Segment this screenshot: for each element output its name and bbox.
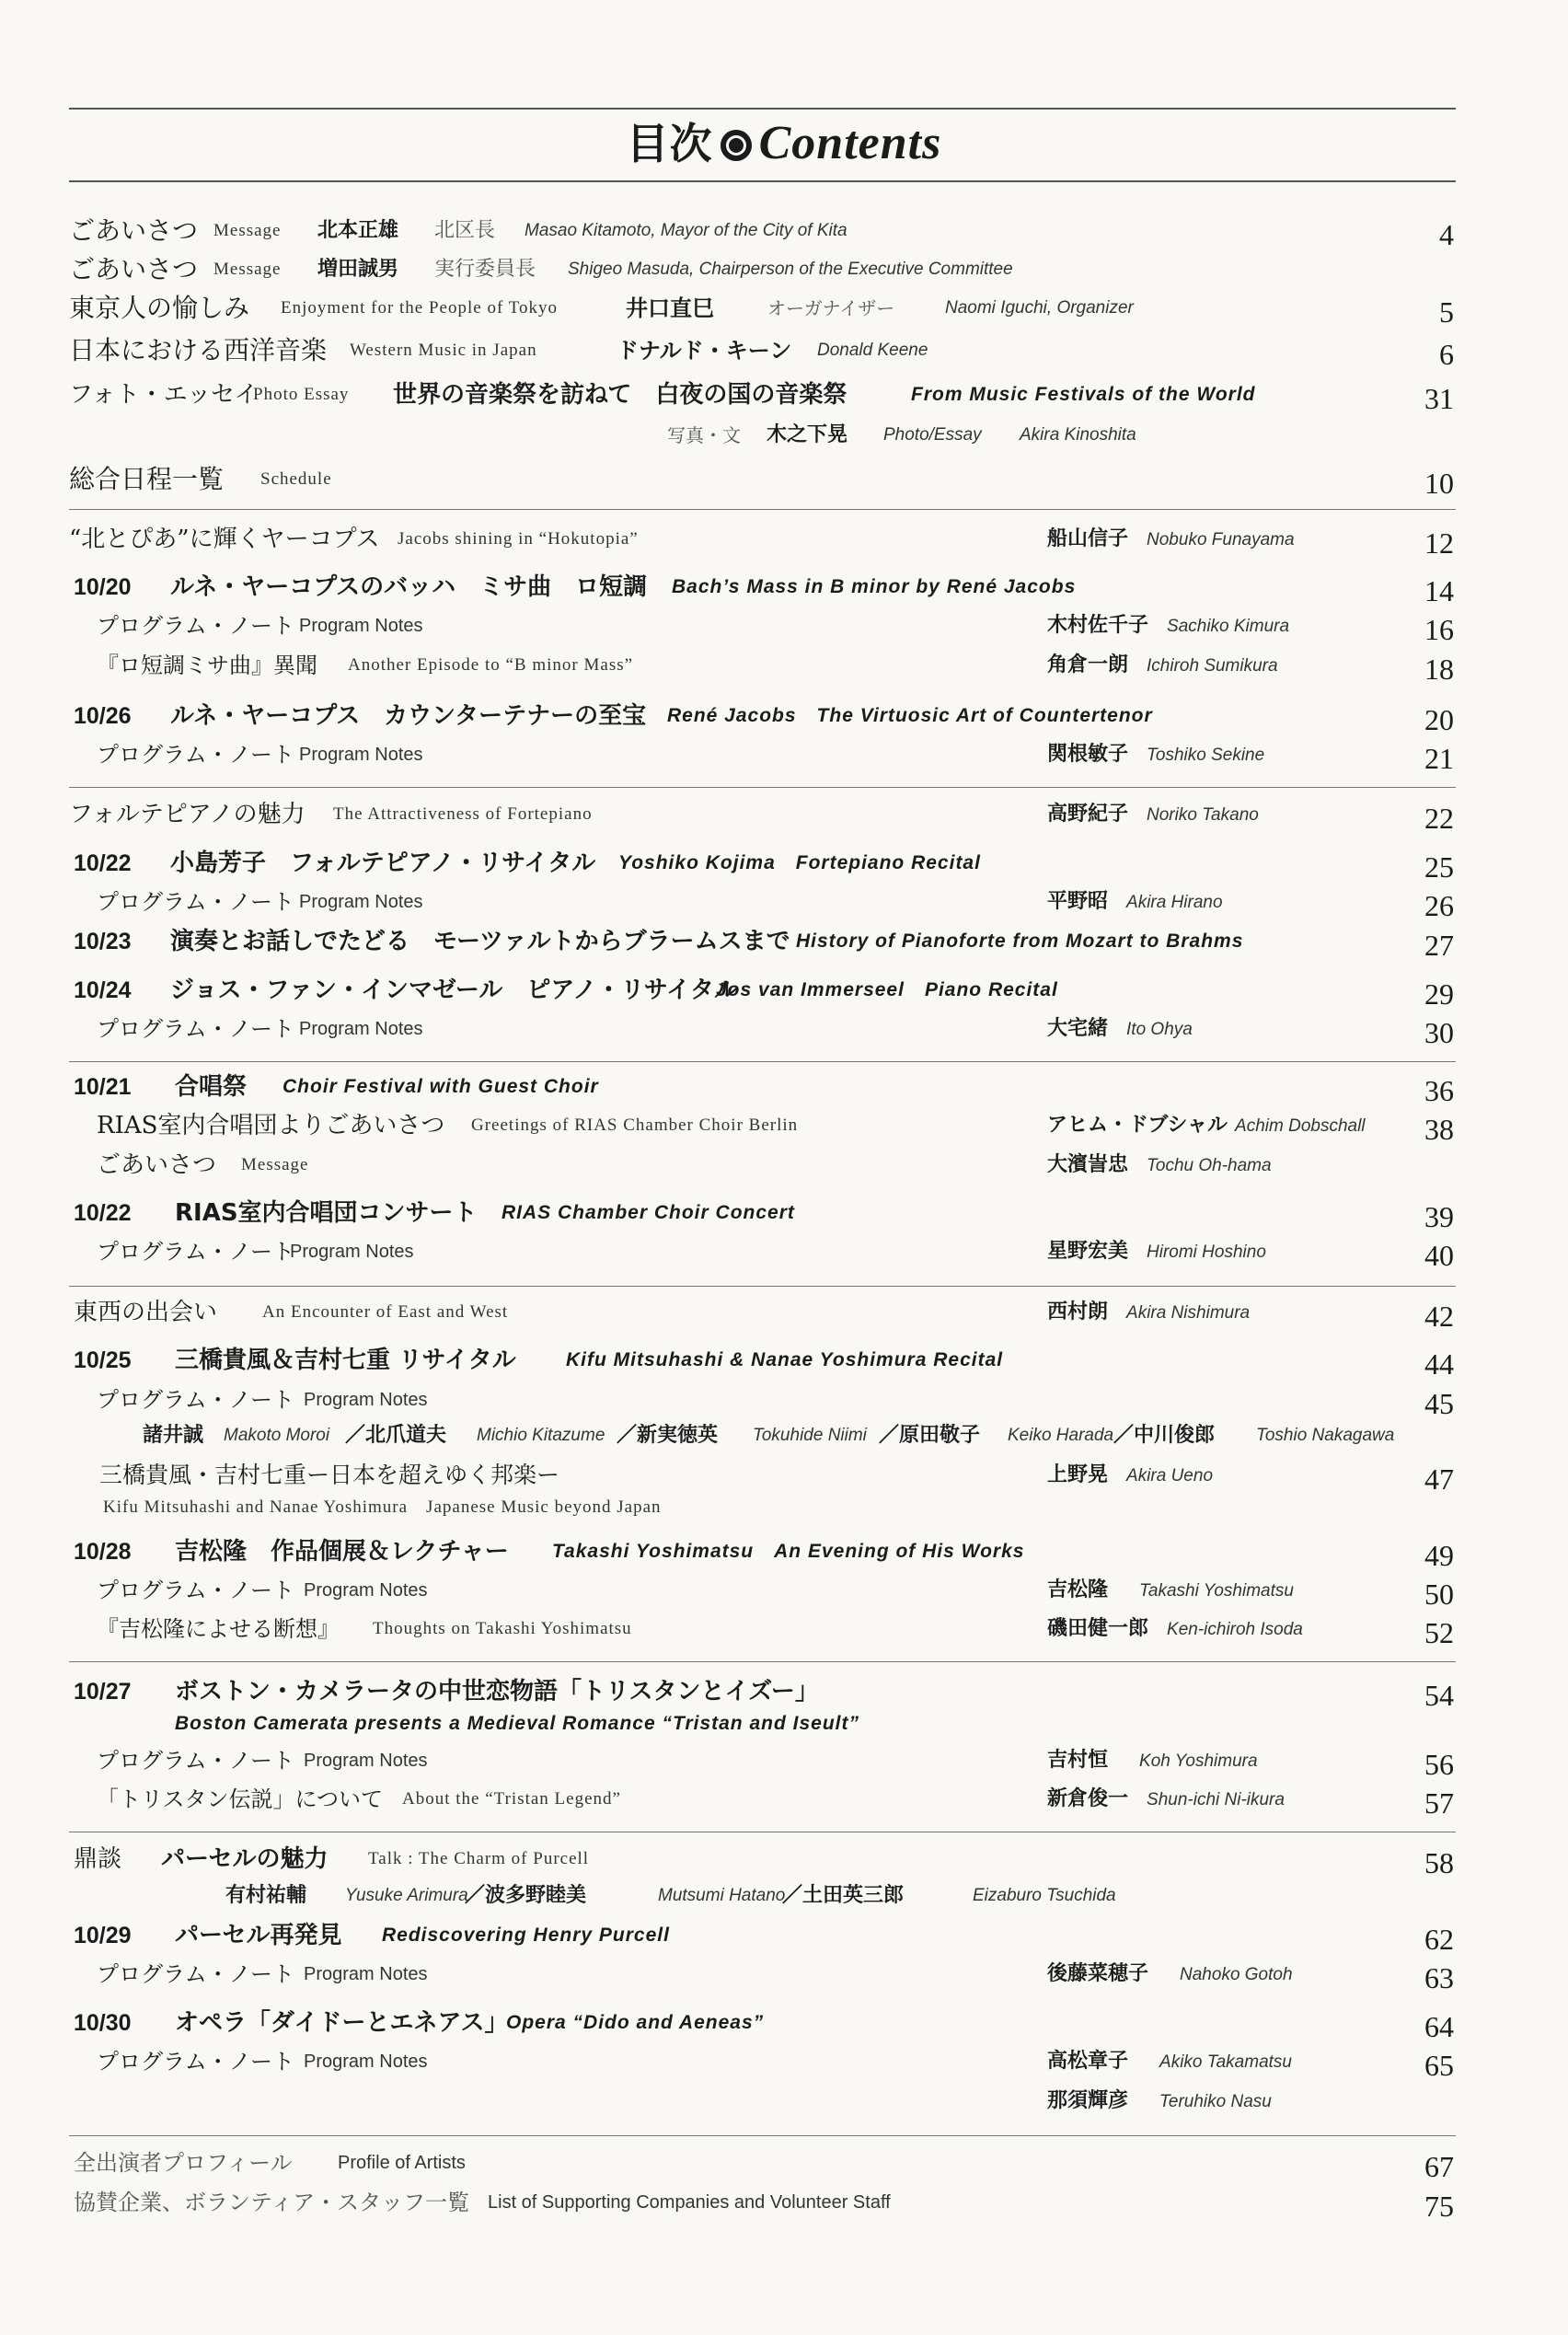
entry-text: 東西の出会い [74,1299,218,1326]
entry-author [1047,1110,1366,1142]
entry-text: 「トリスタン伝説」について [97,1786,384,1812]
toc-entry[interactable] [0,1536,1568,1573]
toc-entry[interactable] [0,1384,1568,1421]
toc-entry[interactable] [0,650,1568,687]
author-name: Koh Yoshimura [1139,1751,1258,1771]
entry-text: プログラム・ノート [97,1748,295,1774]
page-number: 4 [1439,218,1454,251]
entry-text: 10/25 [74,1347,132,1373]
author-name: 後藤菜穂子 [1047,1962,1149,1985]
page-number: 64 [1424,2010,1454,2043]
toc-entry[interactable] [0,1236,1568,1273]
entry-text: パーセルの魅力 [161,1845,329,1873]
author-name: Hiromi Hoshino [1147,1243,1266,1262]
entry-author [1047,524,1295,556]
entry-author [1047,1460,1213,1492]
entry-text: Opera “Dido and Aeneas” [506,2012,765,2033]
entry-text: ルネ・ヤーコプスのバッハ ミサ曲 ロ短調 [170,573,648,601]
toc-entry[interactable] [0,1071,1568,1108]
entry-text: Program Notes [299,745,423,765]
entry-text: History of Pianoforte from Mozart to Brahms [796,931,1244,952]
entry-text: ／中川俊郎 [1113,1424,1216,1447]
toc-entry[interactable] [0,1420,1568,1457]
toc-entry[interactable] [0,1880,1568,1917]
author-name: 吉村恒 [1047,1749,1109,1772]
author-name: Toshiko Sekine [1147,746,1265,765]
entry-text: プログラム・ノート [97,2049,295,2075]
toc-entry[interactable] [0,1676,1568,1713]
entry-text: 有村祐輔 [225,1884,307,1907]
author-name: 関根敏子 [1047,743,1129,766]
entry-text: 小島芳子 フォルテピアノ・リサイタル [170,850,596,877]
page-number: 62 [1424,1923,1454,1956]
entry-text: From Music Festivals of the World [911,384,1256,405]
entry-text: 写真・文 [667,424,741,446]
entry-author [1047,886,1223,919]
entry-text: 実行委員長 [434,258,536,281]
entry-text: プログラム・ノート [97,1387,295,1413]
entry-text: 10/24 [74,977,132,1003]
entry-text: About the “Tristan Legend” [402,1789,621,1809]
entry-text: Yusuke Arimura [345,1886,468,1905]
entry-text: 10/29 [74,1923,132,1948]
entry-text: Takashi Yoshimatsu An Evening of His Works [552,1541,1025,1562]
author-name: Akira Ueno [1126,1466,1214,1485]
entry-text: Masao Kitamoto, Mayor of the City of Kita [525,221,847,240]
toc-entry[interactable] [0,254,1568,291]
entry-text: Profile of Artists [338,2153,466,2173]
author-name: 船山信子 [1047,527,1129,550]
top-rule [69,108,1456,110]
entry-text: ボストン・カメラータの中世恋物語「トリスタンとイズー」 [175,1678,819,1705]
entry-text: プログラム・ノート [97,1578,295,1603]
page-number: 65 [1424,2049,1454,2082]
entry-text: フォルテピアノの魅力 [69,801,306,828]
entry-text: Thoughts on Takashi Yoshimatsu [373,1619,632,1638]
author-name: 大濱訔忠 [1047,1153,1129,1176]
author-name: 磯田健一郎 [1047,1617,1149,1640]
page-number: 20 [1424,703,1454,736]
entry-author [1047,1745,1258,1777]
toc-entry[interactable] [0,610,1568,647]
bullet-icon [721,130,752,161]
page-number: 58 [1424,1846,1454,1879]
entry-author [1047,2046,1292,2078]
section-rule [69,1286,1456,1287]
toc-entry[interactable] [0,1920,1568,1957]
entry-author [1047,650,1278,682]
toc-entry[interactable] [0,2187,1568,2224]
entry-text: Program Notes [304,1390,428,1410]
entry-text: The Attractiveness of Fortepiano [333,804,593,824]
page-number: 42 [1424,1300,1454,1333]
section-rule [69,509,1456,510]
toc-entry[interactable] [0,293,1568,329]
author-name: Tochu Oh-hama [1147,1156,1272,1175]
entry-text: 演奏とお話しでたどる モーツァルトからブラームスまで [170,928,790,955]
entry-text: Program Notes [304,1964,428,1984]
author-name: Sachiko Kimura [1167,617,1290,636]
toc-entry[interactable] [0,524,1568,561]
entry-text: 三橋貴風＆吉村七重 リサイタル [175,1347,516,1374]
entry-text: オーガナイザー [767,297,895,319]
entry-text: RIAS室内合唱団よりごあいさつ [97,1112,445,1139]
entry-text: 全出演者プロフィール [74,2150,293,2176]
author-name: 木村佐千子 [1047,614,1149,637]
entry-text: オペラ「ダイドーとエネアス」 [175,2009,509,2037]
toc-entry[interactable] [0,1297,1568,1334]
entry-text: Choir Festival with Guest Choir [282,1076,599,1097]
entry-text: 吉松隆 作品個展＆レクチャー [175,1538,509,1566]
page-number: 40 [1424,1239,1454,1272]
entry-text: RIAS室内合唱団コンサート [175,1199,478,1227]
entry-text: List of Supporting Companies and Volunteer Staff [488,2192,891,2213]
entry-text: 鼎談 [74,1845,122,1873]
entry-text: プログラム・ノート [97,1239,295,1265]
entry-text: 10/23 [74,929,132,954]
entry-text: 三橋貴風・吉村七重ー日本を超えゆく邦楽ー [99,1462,560,1488]
entry-text: ドナルド・キーン [617,338,792,364]
entry-text: 総合日程一覧 [69,464,225,494]
entry-text: ／原田敬子 [879,1424,981,1447]
page-number: 29 [1424,977,1454,1011]
entry-text: 世界の音楽祭を訪ねて 白夜の国の音楽祭 [393,381,847,409]
toc-entry[interactable] [0,1460,1568,1497]
entry-text: Program Notes [290,1242,414,1262]
entry-text: 『吉松隆によせる断想』 [97,1616,340,1642]
author-name: Achim Dobschall [1235,1116,1366,1136]
toc-entry[interactable] [0,2086,1568,2122]
author-name: 吉松隆 [1047,1578,1109,1601]
entry-text: Keiko Harada [1008,1426,1114,1445]
page-number: 31 [1424,382,1454,415]
entry-text: Message [213,221,282,240]
toc-entry[interactable] [0,1959,1568,1995]
section-rule [69,1661,1456,1662]
entry-text: プログラム・ノート [97,1016,295,1042]
entry-text: ／新実徳英 [617,1424,719,1447]
author-name: Ken-ichiroh Isoda [1167,1620,1303,1639]
entry-text: ルネ・ヤーコプス カウンターテナーの至宝 [170,702,647,730]
toc-entry[interactable] [0,1150,1568,1186]
entry-text: ／土田英三郎 [782,1884,905,1907]
entry-author [1047,1959,1293,1991]
entry-text: ごあいさつ [69,215,199,246]
entry-text: Yoshiko Kojima Fortepiano Recital [618,852,981,873]
entry-author [1047,1784,1285,1816]
toc-entry[interactable] [0,1844,1568,1880]
toc-entry[interactable] [0,799,1568,836]
entry-text: Message [241,1155,309,1174]
toc-entry[interactable] [0,1784,1568,1821]
entry-text: ごあいさつ [97,1151,217,1179]
page-number: 67 [1424,2150,1454,2183]
entry-text: 諸井誠 [143,1424,204,1447]
entry-text: 東京人の愉しみ [69,293,250,323]
page-number: 50 [1424,1578,1454,1611]
entry-text: Program Notes [299,616,423,636]
entry-text: Eizaburo Tsuchida [973,1886,1116,1905]
entry-text: Message [213,260,282,279]
toc-entry[interactable] [0,379,1568,416]
toc-entry[interactable] [0,572,1568,608]
entry-text: 北本正雄 [317,219,399,242]
entry-text: Shigeo Masuda, Chairperson of the Executive Committee [568,260,1013,279]
toc-entry[interactable] [0,886,1568,923]
entry-text: Kifu Mitsuhashi and Nanae Yoshimura Japanese Music beyond Japan [103,1497,662,1517]
author-name: Shun-ichi Ni-ikura [1147,1790,1285,1809]
entry-text: プログラム・ノート [97,742,295,768]
entry-text: フォト・エッセイ [69,381,259,409]
page-number: 10 [1424,467,1454,500]
entry-text: 10/20 [74,574,132,600]
entry-text: プログラム・ノート [97,1961,295,1987]
author-name: Nobuko Funayama [1147,530,1295,549]
page-number: 63 [1424,1961,1454,1994]
author-name: 西村朗 [1047,1300,1109,1324]
entry-text: Photo/Essay [883,425,982,445]
page-number: 49 [1424,1539,1454,1572]
page-number: 18 [1424,653,1454,686]
toc-entry[interactable] [0,2046,1568,2083]
entry-text: René Jacobs The Virtuosic Art of Countertenor [667,705,1153,726]
author-name: Teruhiko Nasu [1159,2092,1272,2111]
entry-text: Enjoyment for the People of Tokyo [281,298,558,318]
entry-text: Toshio Nakagawa [1256,1426,1395,1445]
entry-text: 井口直巳 [626,295,714,321]
toc-entry[interactable] [0,1013,1568,1050]
entry-text: Kifu Mitsuhashi & Nanae Yoshimura Recital [566,1349,1004,1370]
toc-entry[interactable] [0,2147,1568,2184]
entry-text: Program Notes [304,2052,428,2072]
page-number: 75 [1424,2190,1454,2223]
author-name: 平野昭 [1047,890,1109,913]
entry-text: “北とぴあ”に輝くヤーコプス [69,526,380,553]
entry-text: Akira Kinoshita [1020,425,1136,445]
entry-text: Makoto Moroi [224,1426,330,1445]
entry-text: 『ロ短調ミサ曲』異聞 [97,653,317,678]
page-number: 39 [1424,1200,1454,1233]
author-name: Nahoko Gotoh [1180,1965,1293,1984]
entry-text: ごあいさつ [69,254,199,284]
entry-text: 10/22 [74,1200,132,1226]
toc-entry[interactable] [0,700,1568,737]
author-name: Ichiroh Sumikura [1147,656,1278,676]
entry-text: RIAS Chamber Choir Concert [502,1202,795,1223]
toc-entry[interactable] [0,2007,1568,2044]
section-rule [69,2135,1456,2136]
entry-author [1047,739,1264,771]
entry-text: 木之下晃 [767,423,848,446]
page-number: 21 [1424,742,1454,775]
author-name: アヒム・ドブシャル [1047,1114,1228,1137]
page-number: 54 [1424,1679,1454,1712]
page-number: 30 [1424,1016,1454,1049]
author-name: 大宅緒 [1047,1017,1109,1040]
entry-author [1047,2086,1272,2118]
entry-text: ジョス・ファン・インマゼール ピアノ・リサイタル [170,977,738,1004]
entry-text: 10/22 [74,850,132,876]
toc-entry[interactable] [0,1745,1568,1782]
entry-text: Another Episode to “B minor Mass” [348,655,634,675]
entry-text: Jos van Immerseel Piano Recital [716,979,1058,1000]
author-name: Takashi Yoshimatsu [1139,1581,1294,1601]
page-number: 14 [1424,574,1454,607]
page-number: 16 [1424,613,1454,646]
section-rule [69,787,1456,788]
toc-entry[interactable] [0,1345,1568,1381]
entry-text: 協賛企業、ボランティア・スタッフ一覧 [74,2190,470,2215]
title-jp: 目次 [626,119,713,168]
toc-entry[interactable] [0,1613,1568,1650]
title-rule [69,180,1456,182]
entry-author [1047,799,1259,831]
toc-entry[interactable] [0,1197,1568,1234]
entry-text: 北区長 [434,219,496,242]
page-number: 45 [1424,1387,1454,1420]
author-name: 角倉一朗 [1047,653,1129,676]
entry-author [1047,610,1289,642]
page-number: 47 [1424,1462,1454,1496]
toc-entry[interactable] [0,926,1568,963]
entry-author [1047,1613,1303,1646]
page-title [0,110,1568,171]
entry-author [1047,1297,1250,1329]
entry-text: 増田誠男 [317,258,399,281]
author-name: Noriko Takano [1147,805,1259,825]
title-en: Contents [758,117,942,169]
entry-text: パーセル再発見 [175,1922,342,1949]
entry-text: 10/30 [74,2010,132,2036]
toc-entry[interactable] [0,335,1568,372]
entry-text: ／北爪道夫 [345,1424,447,1447]
page-number: 5 [1439,295,1454,329]
entry-text: Schedule [260,469,332,489]
entry-text: 10/27 [74,1679,132,1705]
page-number: 38 [1424,1113,1454,1146]
author-name: Akiko Takamatsu [1159,2052,1292,2072]
entry-text: Program Notes [304,1580,428,1601]
page-number: 44 [1424,1347,1454,1381]
entry-text: Greetings of RIAS Chamber Choir Berlin [471,1115,799,1135]
entry-text: Program Notes [299,1019,423,1039]
toc-entry[interactable] [0,215,1568,252]
author-name: 高野紀子 [1047,803,1129,826]
page-number: 12 [1424,526,1454,560]
entry-text: Western Music in Japan [350,341,537,360]
entry-text: Photo Essay [253,385,350,404]
page-number: 36 [1424,1074,1454,1107]
entry-text: プログラム・ノート [97,613,295,639]
toc-entry[interactable] [0,848,1568,884]
entry-text: 日本における西洋音楽 [69,335,328,365]
toc-entry[interactable] [0,975,1568,1011]
page-number: 25 [1424,850,1454,884]
entry-author [1047,1575,1294,1607]
entry-author [1047,1013,1193,1046]
entry-author [1047,1236,1266,1268]
toc-entry[interactable] [0,464,1568,501]
entry-text: Bach’s Mass in B minor by René Jacobs [672,576,1077,597]
entry-text: ／波多野睦美 [465,1884,587,1907]
entry-text: 合唱祭 [175,1073,248,1101]
entry-text: Program Notes [304,1751,428,1771]
toc-entry[interactable] [0,420,1568,457]
entry-text: Boston Camerata presents a Medieval Romance “Tristan and Iseult” [175,1713,859,1734]
entry-text: 10/21 [74,1074,132,1100]
toc-entry[interactable] [0,1110,1568,1147]
page-number: 56 [1424,1748,1454,1781]
toc-entry[interactable] [0,1492,1568,1529]
entry-text: An Encounter of East and West [262,1302,509,1322]
page-number: 26 [1424,889,1454,922]
author-name: Akira Hirano [1126,893,1223,912]
entry-text: Tokuhide Niimi [753,1426,867,1445]
toc-entry[interactable] [0,739,1568,776]
entry-text: Donald Keene [817,341,928,360]
entry-text: Talk : The Charm of Purcell [368,1849,590,1868]
section-rule [69,1061,1456,1062]
author-name: 新倉俊一 [1047,1787,1129,1810]
entry-text: プログラム・ノート [97,889,295,915]
entry-text: Program Notes [299,892,423,912]
page-number: 6 [1439,338,1454,371]
toc-entry[interactable] [0,1708,1568,1745]
entry-text: 10/28 [74,1539,132,1565]
page-number: 22 [1424,802,1454,835]
author-name: 上野晃 [1047,1463,1109,1486]
toc-entry[interactable] [0,1575,1568,1612]
entry-text: Naomi Iguchi, Organizer [945,298,1134,318]
entry-author [1047,1150,1272,1182]
author-name: Ito Ohya [1126,1020,1193,1039]
page-number: 52 [1424,1616,1454,1649]
entry-text: Michio Kitazume [477,1426,605,1445]
author-name: 高松章子 [1047,2050,1129,2073]
author-name: 星野宏美 [1047,1240,1129,1263]
entry-text: 10/26 [74,703,132,729]
page-number: 57 [1424,1786,1454,1820]
entry-text: Mutsumi Hatano [658,1886,786,1905]
entry-text: Rediscovering Henry Purcell [382,1925,670,1946]
author-name: Akira Nishimura [1126,1303,1251,1323]
author-name: 那須輝彦 [1047,2089,1129,2112]
page-number: 27 [1424,929,1454,962]
entry-text: Jacobs shining in “Hokutopia” [398,529,639,549]
